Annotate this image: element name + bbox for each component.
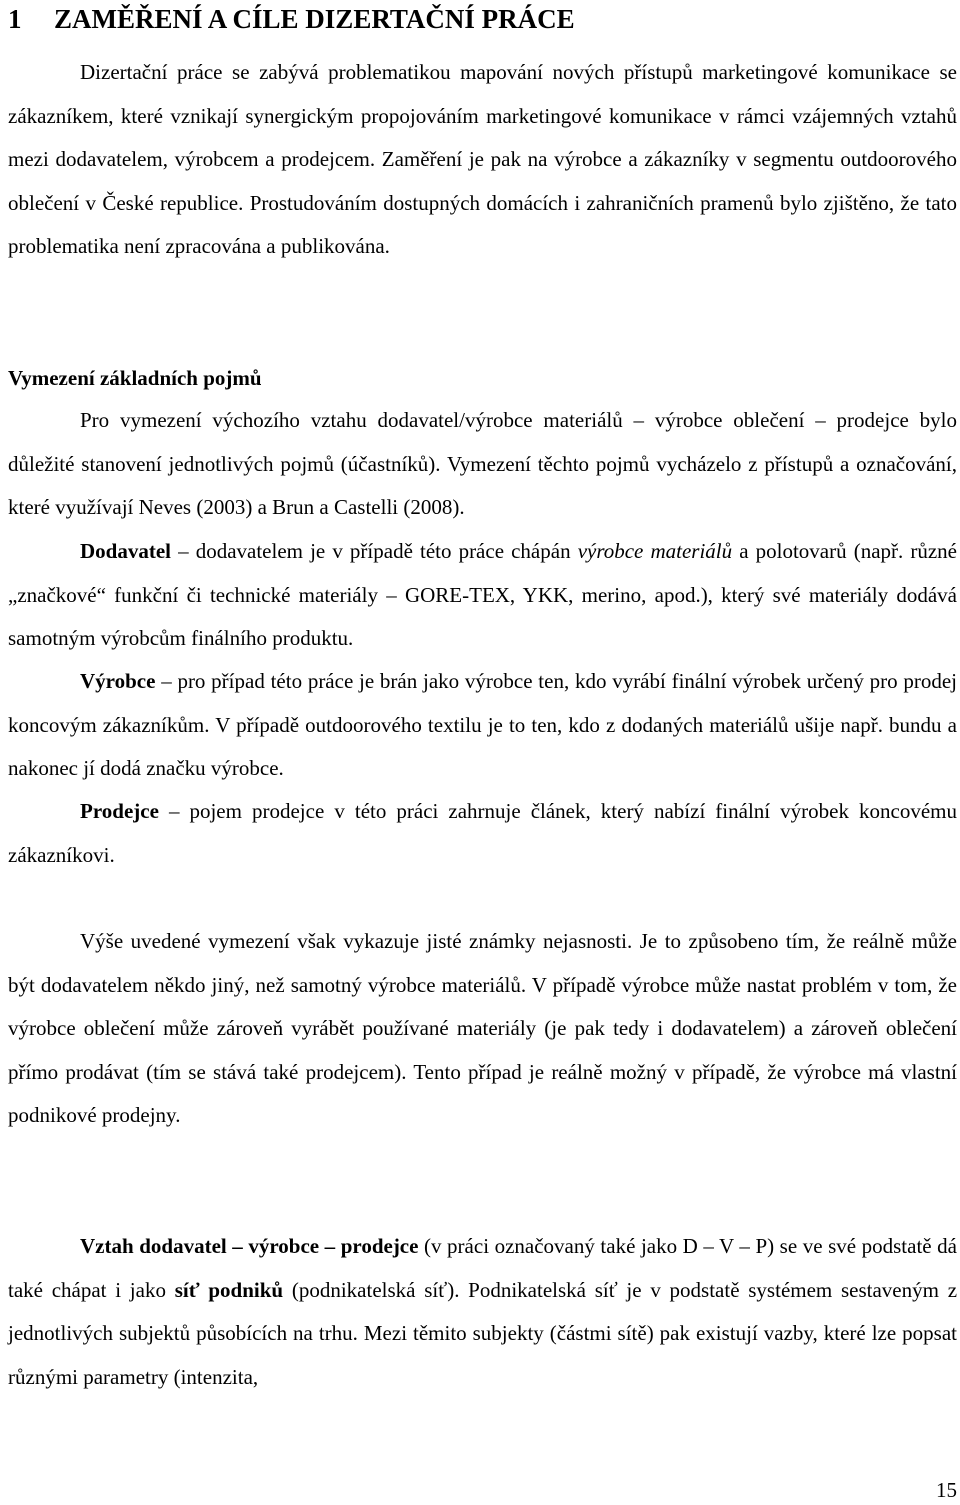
relationship-text-c: (podnikatelská síť). Podnikatelská síť je v podstatě systémem sestaveným z jednotlivých subjektů působících na trhu. Mezi těmito subjekty (částmi sítě) pak existují vazby, které lze popsat různými parametry (intenzita, <box>8 1277 958 1389</box>
supplier-term: Dodavatel <box>80 539 171 563</box>
manufacturer-text: – pro případ této práce je brán jako výrobce ten, kdo vyrábí finální výrobek určený pro prodej koncovým zákazníkům. V případě outdoorového textilu je to ten, kdo z dodaných materiálů ušije např. bundu a nakonec jí dodá značku výrobce. <box>8 669 957 780</box>
relationship-paragraph <box>8 1225 957 1399</box>
definitions-intro-paragraph: Pro vymezení výchozího vztahu dodavatel/výrobce materiálů – výrobce oblečení – prodejce bylo důležité stanovení jednotlivých pojmů (účastníků). Vymezení těchto pojmů vycházelo z přístupů a označování, které využívají Neves (2003) a Brun a Castelli (2008). <box>8 408 957 519</box>
relationship-text-a: (v práci označovaný také jako D – V – P) se ve své podstatě dá také chápat i jako <box>8 1234 957 1302</box>
manufacturer-definition <box>8 660 957 791</box>
supplier-definition <box>8 530 957 661</box>
retailer-definition <box>8 790 957 877</box>
supplier-text-b: a polotovarů (např. různé „značkové“ funkční či technické materiály – GORE-TEX, YKK, merino, apod.), který své materiály dodává samotným výrobcům finálního produktu. <box>8 539 958 650</box>
retailer-text: – pojem prodejce v této práci zahrnuje článek, který nabízí finální výrobek koncovému zákazníkovi. <box>8 799 957 867</box>
ambiguity-paragraph: Výše uvedené vymezení však vykazuje jisté známky nejasnosti. Je to způsobeno tím, že reálně může být dodavatelem někdo jiný, než samotný výrobce materiálů. V případě výrobce může nastat problém v tom, že výrobce oblečení může zároveň vyrábět používané materiály (je pak tedy i dodavatelem) a zároveň oblečení přímo prodávat (tím se stává také prodejcem). Tento případ je reálně možný v případě, že výrobce má vlastní podnikové prodejny. <box>8 929 957 1127</box>
relationship-bold-term: síť podniků <box>174 1277 284 1302</box>
chapter-heading <box>8 0 575 38</box>
relationship-term: Vztah dodavatel – výrobce – prodejce <box>80 1234 419 1258</box>
chapter-title: ZAMĚŘENÍ A CÍLE DIZERTAČNÍ PRÁCE <box>54 4 575 34</box>
chapter-number: 1 <box>8 4 22 34</box>
section-heading-definitions: Vymezení základních pojmů <box>8 366 262 390</box>
retailer-term: Prodejce <box>80 799 159 823</box>
supplier-text-emphasis: výrobce materiálů <box>577 539 733 563</box>
supplier-text-a: – dodavatelem je v případě této práce chápán <box>171 539 578 563</box>
manufacturer-term: Výrobce <box>80 669 156 693</box>
intro-paragraph: Dizertační práce se zabývá problematikou mapování nových přístupů marketingové komunikace se zákazníkem, které vznikají synergickým propojováním marketingové komunikace v rámci vzájemných vztahů mezi dodavatelem, výrobcem a prodejcem. Zaměření je pak na výrobce a zákazníky v segmentu outdoorového oblečení v České republice. Prostudováním dostupných domácích i zahraničních pramenů bylo zjištěno, že tato problematika není zpracována a publikována. <box>8 60 957 258</box>
page-number: 15 <box>936 1478 957 1502</box>
